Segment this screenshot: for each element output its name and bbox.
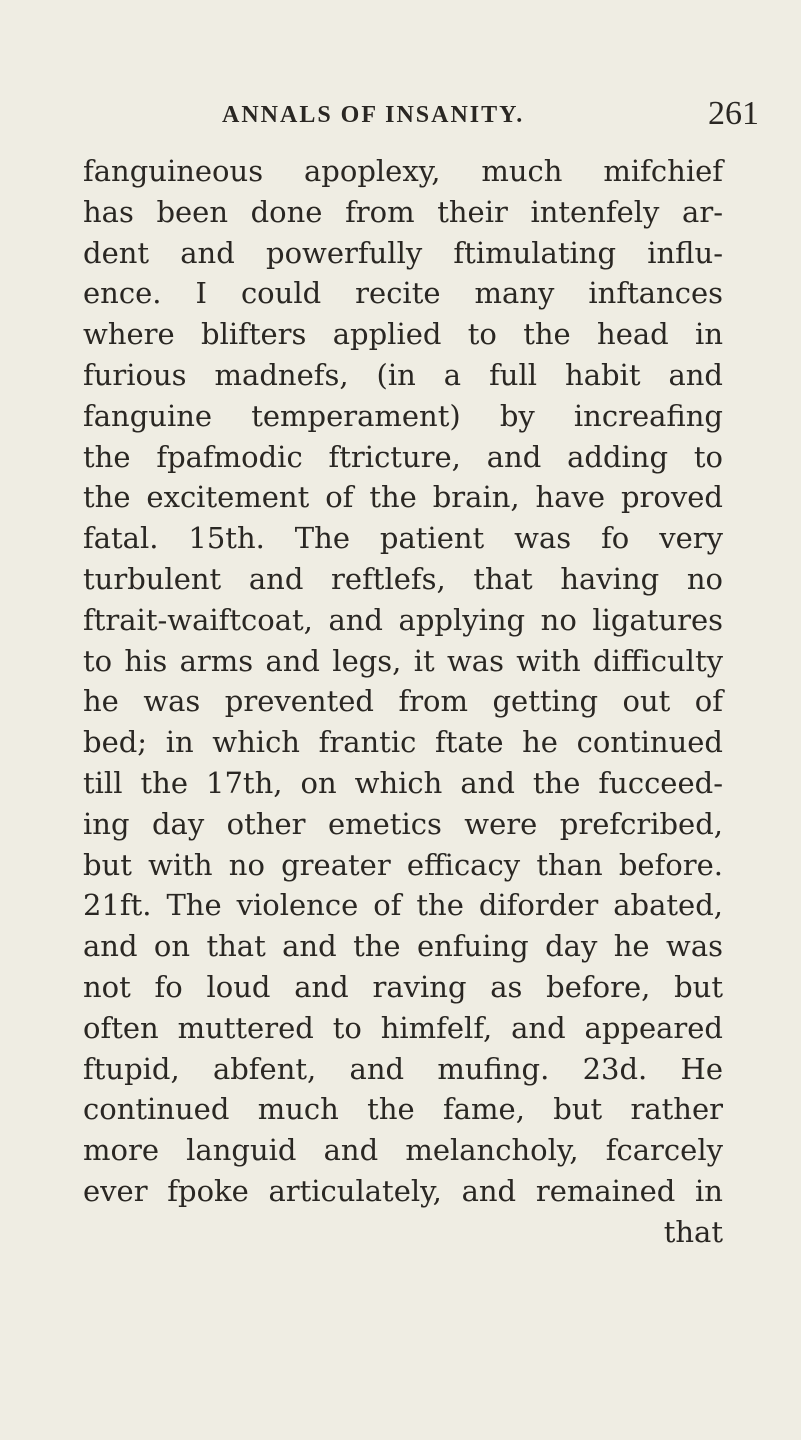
text-line: to his arms and legs, it was with difficulty xyxy=(83,643,723,678)
text-line: bed; in which frantic ftate he continued xyxy=(83,725,723,760)
text-line: often muttered to himfelf, and appeared xyxy=(83,1010,723,1045)
text-line: fatal. 15th. The patient was fo very xyxy=(83,521,723,556)
text-line: 21ft. The violence of the diforder abated, xyxy=(83,888,723,923)
text-line: dent and powerfully ftimulating influ- xyxy=(83,235,723,270)
text-line: till the 17th, on which and the fucceed- xyxy=(83,765,723,800)
text-line: ence. I could recite many inftances xyxy=(83,276,723,311)
text-line: ing day other emetics were prefcribed, xyxy=(83,806,723,841)
text-line: the excitement of the brain, have proved xyxy=(83,480,723,515)
catchword: that xyxy=(663,1214,723,1249)
running-title: ANNALS OF INSANITY. xyxy=(222,102,525,128)
page-number: 261 xyxy=(708,95,759,132)
text-line: continued much the fame, but rather xyxy=(83,1092,723,1127)
text-line: ftrait-waiftcoat, and applying no ligatures xyxy=(83,602,723,637)
text-line: and on that and the enfuing day he was xyxy=(83,929,723,964)
text-line: ever fpoke articulately, and remained in xyxy=(83,1173,723,1208)
text-line: furious madnefs, (in a full habit and xyxy=(83,357,723,392)
text-line: ftupid, abfent, and mufing. 23d. He xyxy=(83,1051,723,1086)
text-line: but with no greater efficacy than before. xyxy=(83,847,723,882)
text-line: has been done from their intenfely ar- xyxy=(83,194,723,229)
text-line: he was prevented from getting out of xyxy=(83,684,723,719)
text-line: more languid and melancholy, fcarcely xyxy=(83,1133,723,1168)
text-line: turbulent and reftlefs, that having no xyxy=(83,561,723,596)
text-line: fanguineous apoplexy, much mifchief xyxy=(83,154,723,188)
text-line: the fpafmodic ftricture, and adding to xyxy=(83,439,723,474)
text-line: where blifters applied to the head in xyxy=(83,317,723,352)
body-text xyxy=(83,151,723,1253)
text-line: not fo loud and raving as before, but xyxy=(83,969,723,1004)
text-line: fanguine temperament) by increafing xyxy=(83,398,723,433)
